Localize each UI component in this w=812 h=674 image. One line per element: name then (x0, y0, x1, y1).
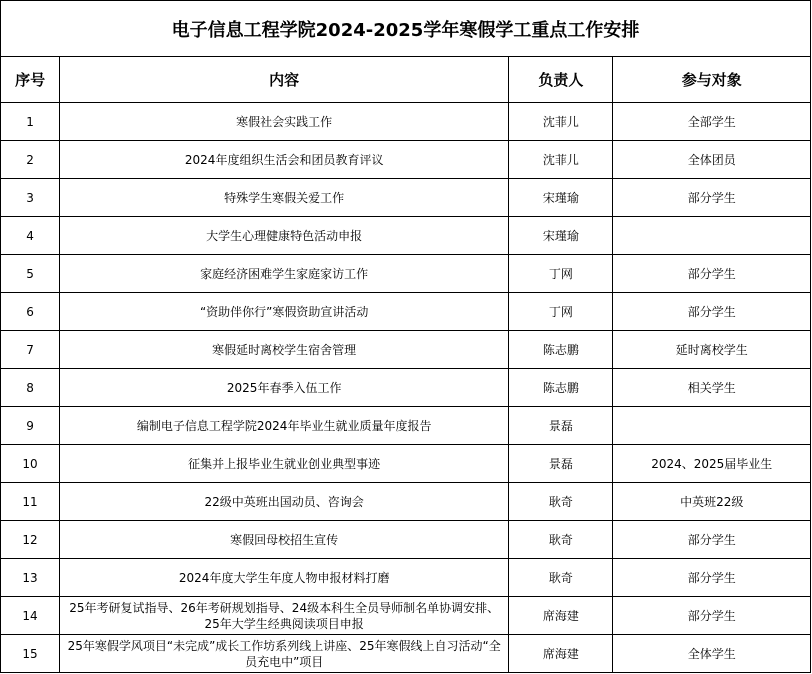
cell-owner-text: 耿奇 (548, 494, 573, 509)
cell-owner (509, 369, 613, 407)
table-row (1, 255, 811, 293)
cell-content-text: 2025年春季入伍工作 (226, 380, 342, 395)
cell-no (1, 255, 60, 293)
cell-owner (509, 521, 613, 559)
cell-content-text: 25年考研复试指导、26年考研规划指导、24级本科生全员导师制名单协调安排、25年大学生经典阅读项目申报 (69, 600, 500, 631)
cell-content-text: 寒假延时离校学生宿舍管理 (212, 342, 357, 357)
table-row (1, 521, 811, 559)
cell-no (1, 407, 60, 445)
cell-no (1, 559, 60, 597)
page-title: 电子信息工程学院2024-2025学年寒假学工重点工作安排 (1, 1, 811, 57)
cell-content-text: 寒假回母校招生宣传 (230, 532, 339, 547)
table-row (1, 483, 811, 521)
cell-owner (509, 483, 613, 521)
table-row (1, 103, 811, 141)
header-owner: 负责人 (509, 57, 613, 103)
header-target: 参与对象 (613, 57, 811, 103)
cell-target (613, 141, 811, 179)
cell-no-text: 7 (26, 342, 34, 357)
cell-owner-text: 耿奇 (548, 532, 573, 547)
cell-no-text: 5 (26, 266, 34, 281)
cell-owner-text: 丁网 (548, 266, 573, 281)
cell-target (613, 597, 811, 635)
table-row (1, 369, 811, 407)
cell-owner (509, 331, 613, 369)
cell-owner-text: 席海建 (542, 608, 579, 623)
cell-content (60, 521, 509, 559)
cell-owner-text: 沈菲儿 (542, 152, 579, 167)
cell-content (60, 635, 509, 673)
cell-no (1, 597, 60, 635)
cell-target-text: 2024、2025届毕业生 (651, 456, 773, 471)
cell-target (613, 293, 811, 331)
cell-owner (509, 179, 613, 217)
cell-content-text: 2024年度大学生年度人物申报材料打磨 (178, 570, 390, 585)
cell-content-text: 2024年度组织生活会和团员教育评议 (184, 152, 384, 167)
cell-content (60, 293, 509, 331)
cell-target-text: 部分学生 (687, 608, 736, 623)
cell-no (1, 369, 60, 407)
cell-no-text: 6 (26, 304, 34, 319)
cell-content-text: 家庭经济困难学生家庭家访工作 (200, 266, 369, 281)
cell-no (1, 635, 60, 673)
cell-owner (509, 293, 613, 331)
table-row (1, 445, 811, 483)
table-row (1, 331, 811, 369)
table-row (1, 141, 811, 179)
cell-target (613, 483, 811, 521)
cell-owner (509, 141, 613, 179)
cell-owner-text: 席海建 (542, 646, 579, 661)
table-row (1, 559, 811, 597)
cell-owner (509, 103, 613, 141)
table-row (1, 217, 811, 255)
cell-no-text: 4 (26, 228, 34, 243)
cell-target-text: 全部学生 (687, 114, 736, 129)
cell-no (1, 331, 60, 369)
cell-target (613, 331, 811, 369)
cell-owner-text: 景磊 (548, 418, 573, 433)
cell-target (613, 407, 811, 445)
cell-content (60, 597, 509, 635)
cell-owner (509, 559, 613, 597)
cell-target (613, 103, 811, 141)
cell-no-text: 12 (22, 532, 38, 547)
cell-no (1, 217, 60, 255)
cell-owner-text: 丁网 (548, 304, 573, 319)
cell-content (60, 445, 509, 483)
cell-target-text: 延时离校学生 (675, 342, 748, 357)
cell-target (613, 369, 811, 407)
cell-owner-text: 景磊 (548, 456, 573, 471)
table-row (1, 293, 811, 331)
cell-content-text: 寒假社会实践工作 (236, 114, 333, 129)
cell-content-text: 25年寒假学风项目“未完成”成长工作坊系列线上讲座、25年寒假线上自习活动“全员充电中”项目 (67, 638, 501, 669)
cell-content (60, 331, 509, 369)
cell-no-text: 3 (26, 190, 34, 205)
cell-no-text: 15 (22, 646, 38, 661)
table-header-row (1, 57, 811, 103)
cell-owner-text: 耿奇 (548, 570, 573, 585)
cell-target (613, 445, 811, 483)
cell-no-text: 11 (22, 494, 38, 509)
cell-target (613, 255, 811, 293)
cell-content-text: 22级中英班出国动员、咨询会 (204, 494, 364, 509)
cell-no (1, 103, 60, 141)
cell-no-text: 2 (26, 152, 34, 167)
cell-target (613, 635, 811, 673)
cell-owner (509, 255, 613, 293)
cell-no-text: 13 (22, 570, 38, 585)
cell-content (60, 369, 509, 407)
table-row (1, 407, 811, 445)
cell-no-text: 14 (22, 608, 38, 623)
cell-content (60, 407, 509, 445)
cell-target-text: 全体学生 (687, 646, 736, 661)
cell-target-text: 部分学生 (687, 304, 736, 319)
cell-target-text: 部分学生 (687, 570, 736, 585)
cell-owner-text: 宋瑾瑜 (542, 228, 579, 243)
cell-content (60, 255, 509, 293)
cell-content (60, 217, 509, 255)
cell-target-text: 部分学生 (687, 266, 736, 281)
cell-content-text: 征集并上报毕业生就业创业典型事迹 (188, 456, 381, 471)
cell-target-text: 部分学生 (687, 190, 736, 205)
cell-no (1, 483, 60, 521)
cell-content-text: 编制电子信息工程学院2024年毕业生就业质量年度报告 (136, 418, 432, 433)
cell-content (60, 483, 509, 521)
cell-owner-text: 陈志鹏 (542, 342, 579, 357)
cell-owner-text: 陈志鹏 (542, 380, 579, 395)
cell-no (1, 521, 60, 559)
cell-no-text: 8 (26, 380, 34, 395)
cell-content (60, 103, 509, 141)
header-no: 序号 (1, 57, 60, 103)
cell-target (613, 521, 811, 559)
table-row (1, 179, 811, 217)
cell-content (60, 141, 509, 179)
cell-content (60, 559, 509, 597)
cell-content-text: 特殊学生寒假关爱工作 (224, 190, 345, 205)
cell-no (1, 141, 60, 179)
cell-target (613, 179, 811, 217)
cell-owner (509, 407, 613, 445)
cell-target-text: 全体团员 (687, 152, 736, 167)
table-row (1, 597, 811, 635)
cell-no (1, 293, 60, 331)
cell-content-text: 大学生心理健康特色活动申报 (206, 228, 363, 243)
cell-target-text: 部分学生 (687, 532, 736, 547)
cell-no-text: 9 (26, 418, 34, 433)
cell-target-text: 相关学生 (687, 380, 736, 395)
cell-no-text: 10 (22, 456, 38, 471)
cell-owner (509, 597, 613, 635)
cell-owner (509, 445, 613, 483)
cell-no (1, 445, 60, 483)
cell-target-text: 中英班22级 (680, 494, 744, 509)
cell-owner (509, 635, 613, 673)
table-row (1, 635, 811, 673)
header-content: 内容 (60, 57, 509, 103)
cell-no (1, 179, 60, 217)
cell-target (613, 559, 811, 597)
cell-owner-text: 宋瑾瑜 (542, 190, 579, 205)
cell-owner-text: 沈菲儿 (542, 114, 579, 129)
cell-content (60, 179, 509, 217)
cell-target (613, 217, 811, 255)
cell-owner (509, 217, 613, 255)
cell-no-text: 1 (26, 114, 34, 129)
cell-content-text: “资助伴你行”寒假资助宣讲活动 (199, 304, 369, 319)
